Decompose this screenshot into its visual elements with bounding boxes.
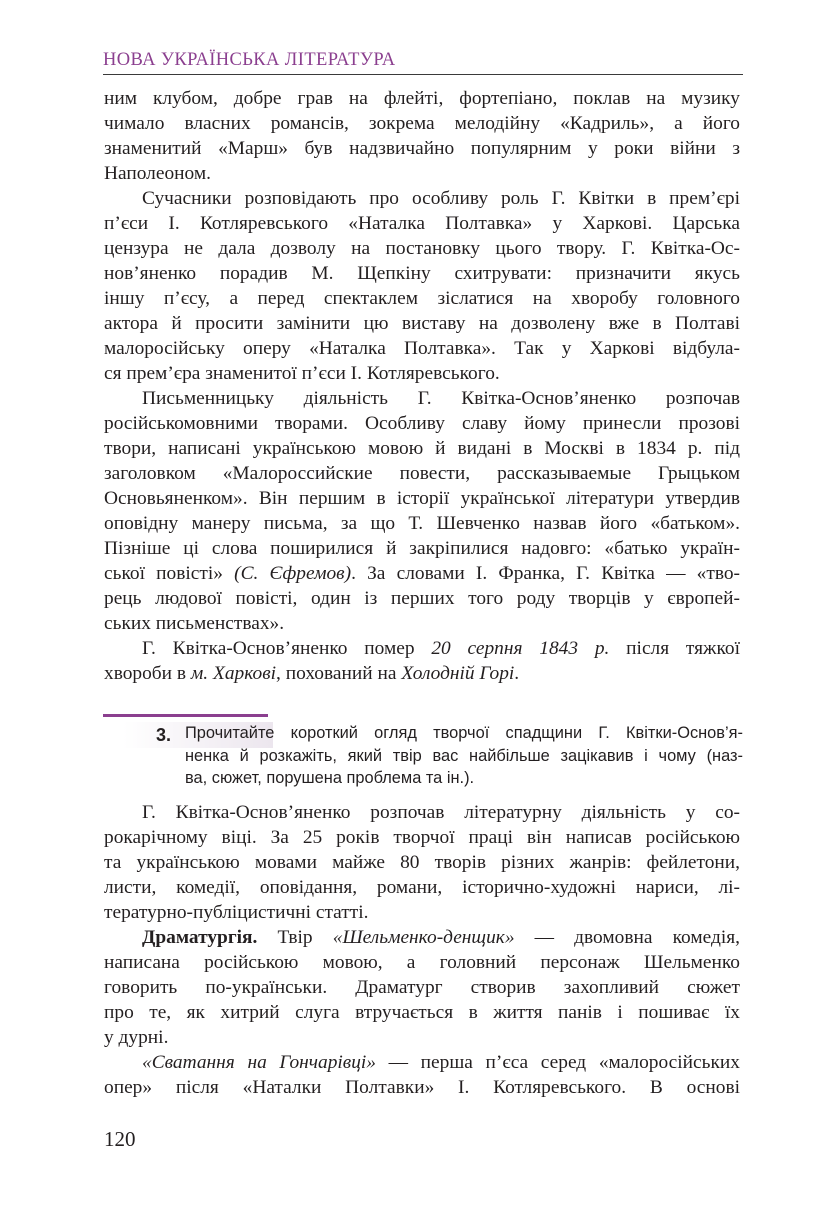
text-line: п’єси І. Котляревського «Наталка Полтавка» у Харкові. Царська [104,213,740,234]
city-italic: м. Харкові [190,663,277,684]
running-header [103,48,743,75]
date-italic: 20 серпня 1843 р. [431,638,610,659]
bottom-text-block [104,800,740,1100]
text-line: Сучасники розповідають про особливу роль Г. Квітки в прем’єрі [142,188,740,209]
text-span: Г. Квітка-Основ’яненко помер [142,638,432,659]
text-line: чимало власних романсів, зокрема мелодійну «Кадриль», а його [104,113,740,134]
text-line: написана російською мовою, а головний персонаж Шельменко [104,952,740,973]
text-line: тературно-публіцистичні статті. [104,902,369,923]
task-line: ва, сюжет, порушена проблема та ін.). [185,769,475,787]
text-span: після тяжкої [609,638,740,659]
text-line: актора й просити замінити цю виставу на дозволену вже в Полтаві [104,313,740,334]
text-line: Г. Квітка-Основ’яненко розпочав літературну діяльність у со- [142,802,740,823]
text-span: Твір [257,927,333,948]
paragraph [104,386,740,636]
text-line: оповідну манеру письма, за що Т. Шевченко назвав його «батьком». [104,513,740,534]
text-line: малоросійську оперу «Наталка Полтавка». Так у Харкові відбула- [104,338,740,359]
text-span: — двомовна комедія, [514,927,741,948]
page-number: 120 [104,1127,136,1151]
text-span: . [514,663,520,684]
text-line: рець людової повісті, один із перших того роду творців у європей- [104,588,740,609]
text-line: говорить по-українськи. Драматург створив захопливий сюжет [104,977,740,998]
task-number: 3. [155,725,171,745]
text-line: листи, комедії, оповідання, романи, історично-художні нариси, лі- [104,877,740,898]
place-italic: Холодній Горі [401,663,515,684]
header-title: НОВА УКРАЇНСЬКА ЛІТЕРАТУРА [103,50,396,70]
text-line: ських письменствах». [104,613,285,634]
top-text-block [104,86,740,686]
text-line: цензура не дала дозволу на постановку цього твору. Г. Квітка-Ос- [104,238,740,259]
text-line: ним клубом, добре грав на флейті, фортепіано, поклав на музику [104,88,740,109]
text-line: та українською мовами майже 80 творів різних жанрів: фейлетони, [104,852,740,873]
text-line: рокарічному віці. За 25 років творчої праці він написав російською [104,827,740,848]
text-line: у дурні. [104,1027,169,1048]
text-span: , похований на [276,663,402,684]
text-span: — перша п’єса серед «малоросійських [375,1052,740,1073]
paragraph [104,1050,740,1100]
text-line [104,925,740,950]
text-line: Пізніше ці слова поширилися й закріпилися надовго: «батько україн- [104,538,740,559]
paragraph [104,86,740,186]
text-line: Наполеоном. [104,163,211,184]
text-line: російськомовними творами. Особливу славу йому принесли прозові [104,413,740,434]
text-line [104,561,740,586]
paragraph [104,186,740,386]
text-line: Письменницьку діяльність Г. Квітка-Основ’яненко розпочав [142,388,740,409]
section-heading: Драматургія. [142,927,258,948]
text-line: про те, як хитрий слуга втручається в життя панів і пошиває їх [104,1002,740,1023]
text-span: хвороби в [104,663,191,684]
text-span: . За словами І. Франка, Г. Квітка — «тво- [351,563,740,584]
text-line: іншу п’єсу, а перед спектаклем зіслатися на хворобу головного [104,288,740,309]
paragraph [104,925,740,1050]
text-line [104,1050,740,1075]
text-line: нов’яненко порадив М. Щепкіну схитрувати: призначити якусь [104,263,740,284]
text-line: ся прем’єра знаменитої п’єси І. Котляревського. [104,363,500,384]
work-title-italic: «Шельменко-денщик» [332,927,515,948]
text-line: твори, написані українською мовою й видані в Москві в 1834 р. під [104,438,740,459]
task-line: Прочитайте короткий огляд творчої спадщини Г. Квітки-Основ’я- [185,724,743,742]
text-line: заголовком «Малороссийские повести, рассказываемые Грыцьком [104,463,740,484]
paragraph [104,636,740,686]
paragraph [104,800,740,925]
work-title-italic: «Сватання на Гончарівці» [142,1052,376,1073]
citation-italic: (С. Єфремов) [234,563,352,584]
text-line: знаменитий «Марш» був надзвичайно популярним у роки війни з [104,138,740,159]
task-box [103,714,743,790]
text-line [104,661,740,686]
text-line: Основьяненком». Він першим в історії української літератури утвердив [104,488,740,509]
text-line [104,636,740,661]
task-text [185,722,743,790]
task-line: ненка й розкажіть, який твір вас найбільше зацікавив і чому (наз- [185,746,743,765]
task-accent-bar [103,714,268,717]
text-span: ської повісті» [104,563,235,584]
text-line: опер» після «Наталки Полтавки» І. Котляревського. В основі [104,1077,740,1098]
